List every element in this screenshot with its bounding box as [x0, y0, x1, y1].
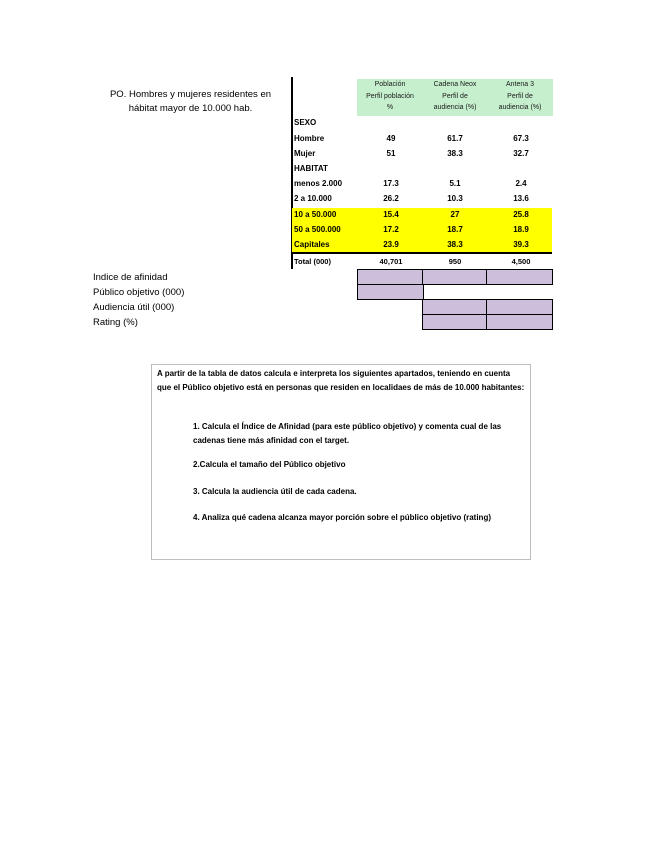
header-antena3-line3: audiencia (%) — [498, 104, 542, 111]
value-neox: 38.3 — [447, 240, 463, 249]
value-neox: 10.3 — [447, 194, 463, 203]
row-label: Total (000) — [294, 257, 331, 266]
value-neox: 950 — [448, 257, 462, 266]
row-label: menos 2.000 — [294, 179, 343, 188]
value-antena3: 32.7 — [513, 149, 529, 158]
value-poblacion: 17.2 — [383, 225, 399, 234]
audiencia-util-neox-cell[interactable] — [422, 299, 488, 315]
header-neox-line2: Perfil de — [442, 92, 468, 100]
row-label: Mujer — [294, 149, 316, 158]
metric-label-afinidad: Indice de afinidad — [93, 272, 168, 283]
total-separator — [292, 252, 552, 254]
row-label: Hombre — [294, 134, 325, 143]
header-antena3 — [487, 79, 553, 116]
task-1: 1. Calcula el Índice de Afinidad (para este público objetivo) y comenta cual de las cadenas tiene más afinidad con el target. — [193, 422, 502, 445]
value-poblacion: 23.9 — [383, 240, 399, 249]
afinidad-poblacion-cell[interactable] — [357, 269, 424, 285]
task-4: 4. Analiza qué cadena alcanza mayor porción sobre el público objetivo (rating) — [193, 513, 491, 522]
header-antena3-line1: Antena 3 — [505, 81, 535, 88]
header-neox-line3: audiencia (%) — [433, 104, 477, 111]
header-poblacion-line3: % — [386, 104, 394, 111]
value-antena3: 25.8 — [513, 210, 529, 219]
target-audience-title: PO. Hombres y mujeres residentes en hábitat mayor de 10.000 hab. — [109, 89, 272, 114]
header-poblacion-line2: Perfil población — [366, 92, 414, 100]
afinidad-neox-cell[interactable] — [422, 269, 488, 285]
row-label: 2 a 10.000 — [294, 194, 332, 203]
value-poblacion: 15.4 — [383, 210, 399, 219]
header-antena3-line2: Perfil de — [507, 92, 533, 100]
row-label: 10 a 50.000 — [294, 210, 337, 219]
header-poblacion — [357, 79, 423, 116]
value-neox: 27 — [450, 210, 460, 219]
value-poblacion: 51 — [386, 149, 396, 158]
value-poblacion: 26.2 — [383, 194, 399, 203]
header-poblacion-line1: Población — [374, 81, 406, 88]
value-antena3: 18.9 — [513, 225, 529, 234]
row-label: SEXO — [294, 118, 317, 127]
audiencia-util-antena3-cell[interactable] — [486, 299, 553, 315]
rating-neox-cell[interactable] — [422, 314, 488, 330]
value-neox: 5.1 — [449, 179, 461, 188]
row-label: Capitales — [294, 240, 330, 249]
header-neox — [423, 79, 487, 116]
instructions-intro: A partir de la tabla de datos calcula e interpreta los siguientes apartados, teniendo en cuenta que el Público objetivo está en personas que residen en localidaes de más de 10.000 habitantes: — [157, 369, 525, 392]
value-antena3: 4,500 — [511, 257, 531, 266]
row-label: 50 a 500.000 — [294, 225, 341, 234]
value-poblacion: 49 — [386, 134, 396, 143]
value-antena3: 67.3 — [513, 134, 529, 143]
value-poblacion: 40,701 — [379, 257, 403, 266]
task-3: 3. Calcula la audiencia útil de cada cadena. — [193, 487, 357, 496]
value-neox: 18.7 — [447, 225, 463, 234]
row-label: HABITAT — [294, 164, 328, 173]
publico-objetivo-cell[interactable] — [357, 284, 424, 300]
task-2: 2.Calcula el tamaño del Público objetivo — [193, 460, 346, 469]
value-antena3: 39.3 — [513, 240, 529, 249]
value-neox: 38.3 — [447, 149, 463, 158]
afinidad-antena3-cell[interactable] — [486, 269, 553, 285]
value-antena3: 13.6 — [513, 194, 529, 203]
rating-antena3-cell[interactable] — [486, 314, 553, 330]
metric-label-publico-objetivo: Público objetivo (000) — [93, 287, 185, 298]
header-neox-line1: Cadena Neox — [433, 81, 477, 88]
metric-label-rating: Rating (%) — [93, 317, 138, 328]
value-neox: 61.7 — [447, 134, 463, 143]
value-poblacion: 17.3 — [383, 179, 399, 188]
value-antena3: 2.4 — [515, 179, 527, 188]
metric-label-audiencia-util: Audiencia útil (000) — [93, 302, 175, 313]
